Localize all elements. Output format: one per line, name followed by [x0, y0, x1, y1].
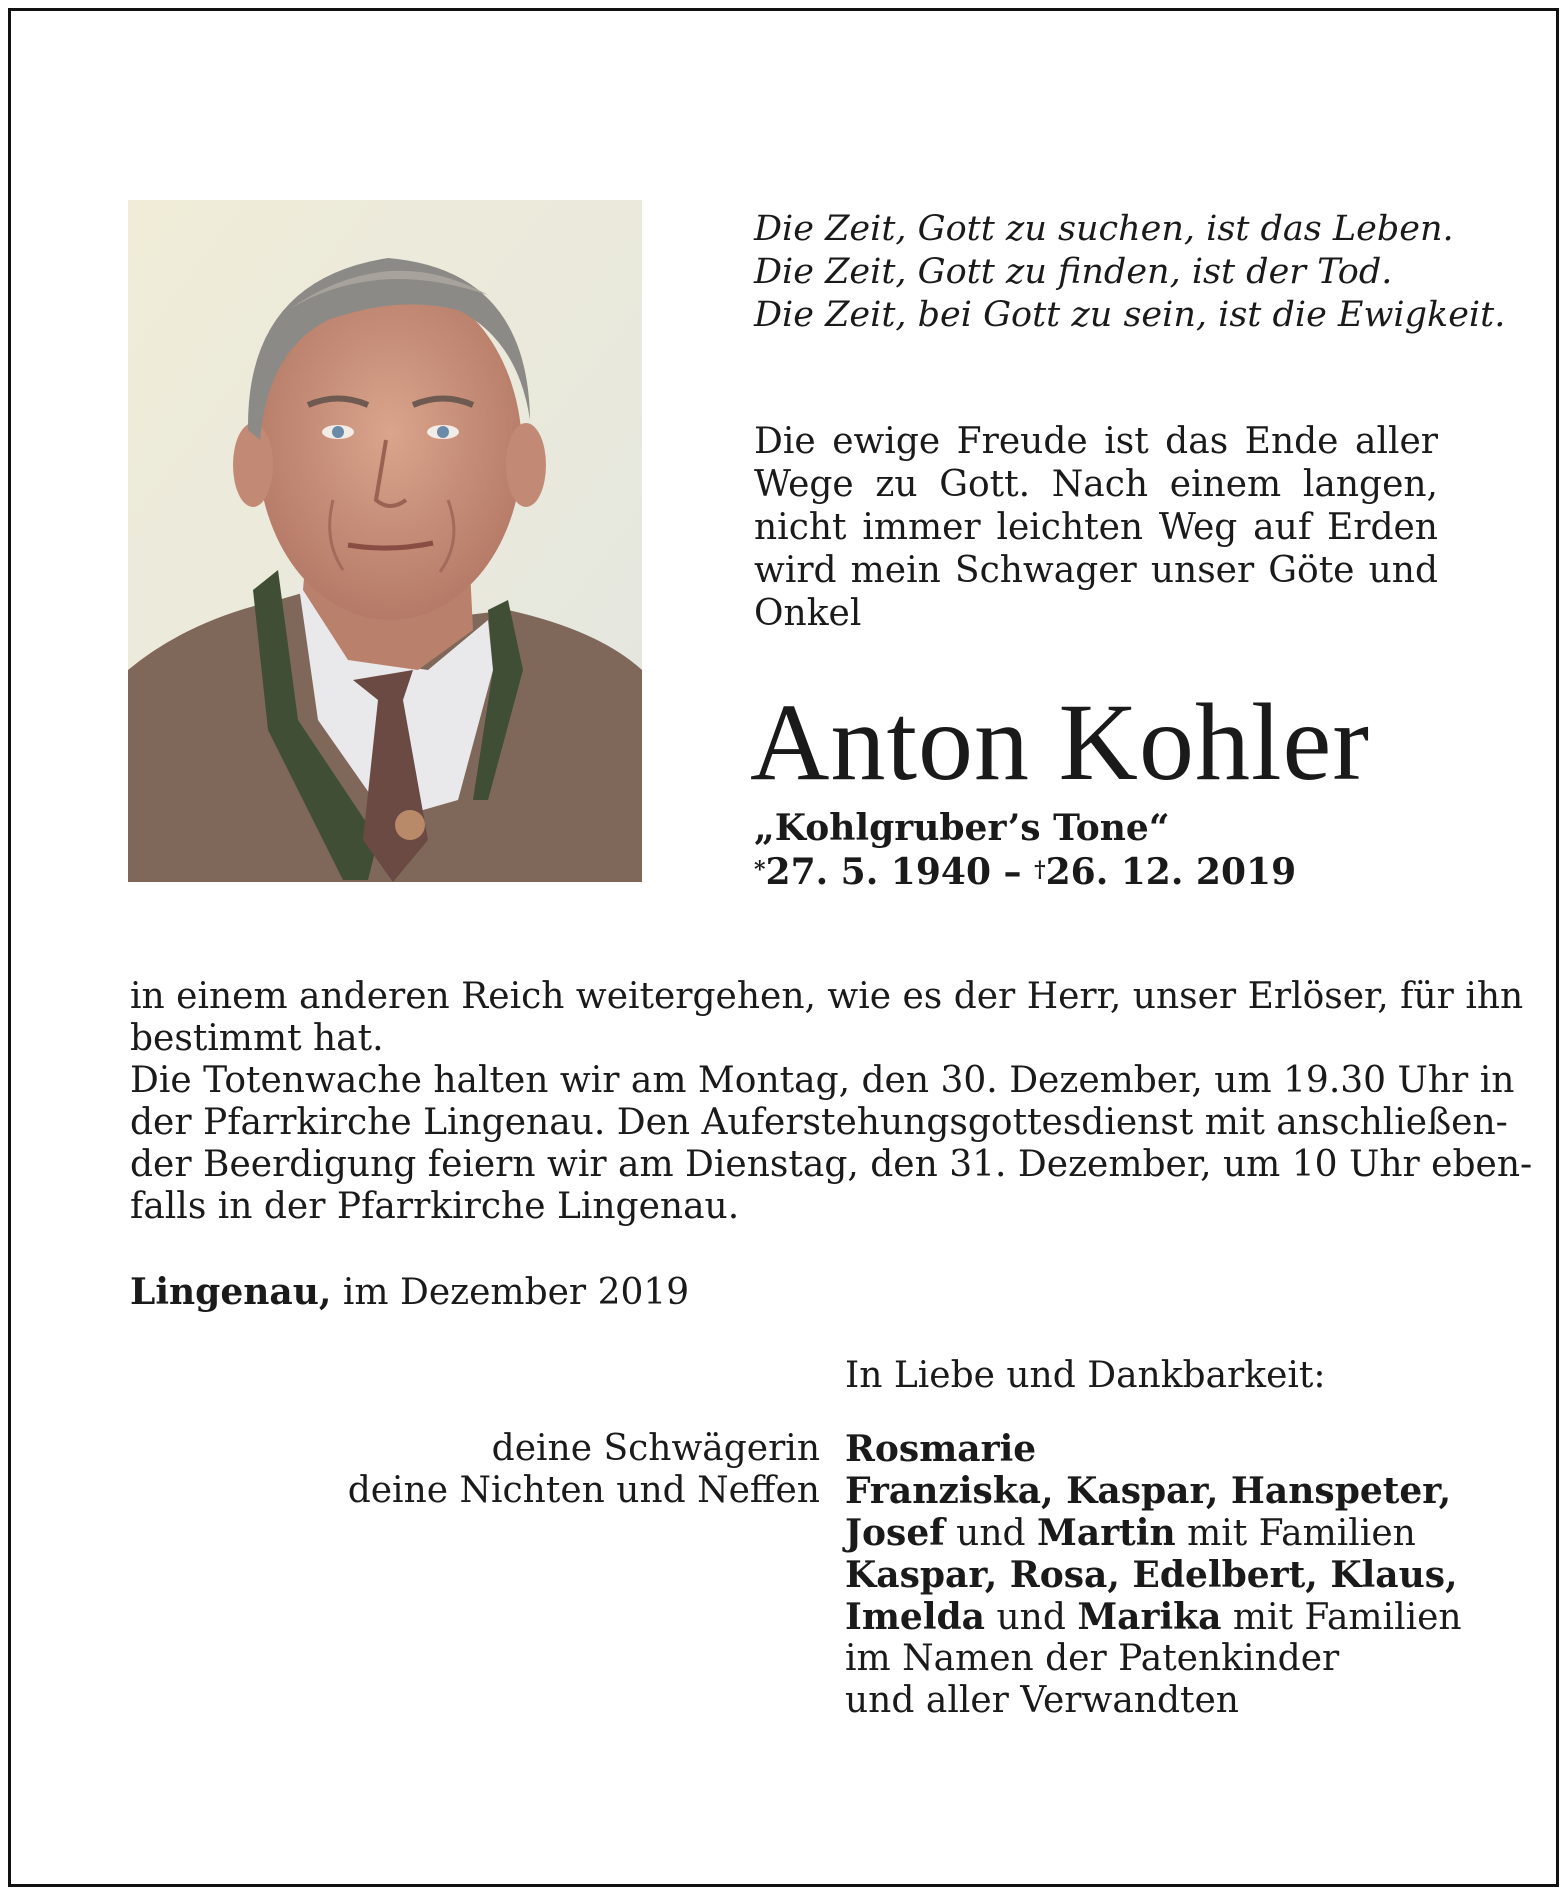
body-line: der Beerdigung feiern wir am Dienstag, den 31. Dezember, um 10 Uhr eben- — [130, 1144, 1533, 1185]
signature-suffix: mit Familien — [1221, 1597, 1462, 1638]
birth-date: 27. 5. 1940 — [765, 851, 991, 893]
deceased-name: Anton Kohler — [750, 681, 1370, 803]
signature-names — [845, 1428, 1462, 1722]
birth-symbol: * — [754, 857, 766, 883]
verse-line: Die Zeit, Gott zu finden, ist der Tod. — [754, 252, 1393, 292]
body-line: der Pfarrkirche Lingenau. Den Auferstehungsgottesdienst mit anschließen- — [130, 1102, 1508, 1143]
place-date — [130, 1270, 689, 1315]
signature-name: Kaspar, Rosa, Edelbert, Klaus, — [845, 1554, 1458, 1596]
signature-connector: und — [985, 1597, 1078, 1638]
body-line: in einem anderen Reich weitergehen, wie es der Herr, unser Erlöser, für ihn — [130, 976, 1524, 1017]
intro-paragraph: Die ewige Freude ist das Ende aller Wege zu Gott. Nach einem langen, nicht immer leichten Weg auf Erden wird mein Schwager unser Göte und Onkel — [754, 421, 1438, 634]
signature-connector: und — [944, 1513, 1038, 1554]
signature-line: im Namen der Patenkinder — [845, 1638, 1340, 1679]
signature-label-nieces-nephews: deine Nichten und Neffen — [347, 1470, 820, 1511]
verse — [754, 208, 1505, 337]
signature-name: Josef — [845, 1512, 945, 1554]
place-town: Lingenau, — [130, 1271, 332, 1313]
signature-suffix: mit Familien — [1175, 1513, 1416, 1554]
signature-name: Marika — [1077, 1596, 1222, 1638]
signature-name: Imelda — [845, 1596, 986, 1638]
signature-name: Rosmarie — [845, 1428, 1037, 1470]
death-symbol: † — [1034, 857, 1046, 883]
signature-name: Franziska, Kaspar, Hanspeter, — [845, 1470, 1452, 1512]
verse-line: Die Zeit, bei Gott zu sein, ist die Ewigkeit. — [754, 295, 1506, 335]
closing-line: In Liebe und Dankbarkeit: — [845, 1355, 1326, 1396]
signature-line: und aller Verwandten — [845, 1680, 1239, 1721]
place-month: im Dezember 2019 — [331, 1272, 690, 1313]
body-line: Die Totenwache halten wir am Montag, den 30. Dezember, um 19.30 Uhr in — [130, 1060, 1515, 1101]
verse-line: Die Zeit, Gott zu suchen, ist das Leben. — [754, 209, 1454, 249]
signature-label-sister-in-law: deine Schwägerin — [491, 1428, 820, 1469]
body-line: bestimmt hat. — [130, 1018, 384, 1059]
service-details — [130, 976, 1533, 1228]
portrait-photo — [128, 200, 642, 882]
death-date: 26. 12. 2019 — [1045, 851, 1297, 893]
body-line: falls in der Pfarrkirche Lingenau. — [130, 1186, 740, 1227]
date-separator: – — [991, 851, 1035, 893]
deceased-nickname: „Kohlgruber’s Tone“ — [754, 807, 1170, 849]
signature-name: Martin — [1037, 1512, 1176, 1554]
life-dates — [754, 850, 1296, 894]
